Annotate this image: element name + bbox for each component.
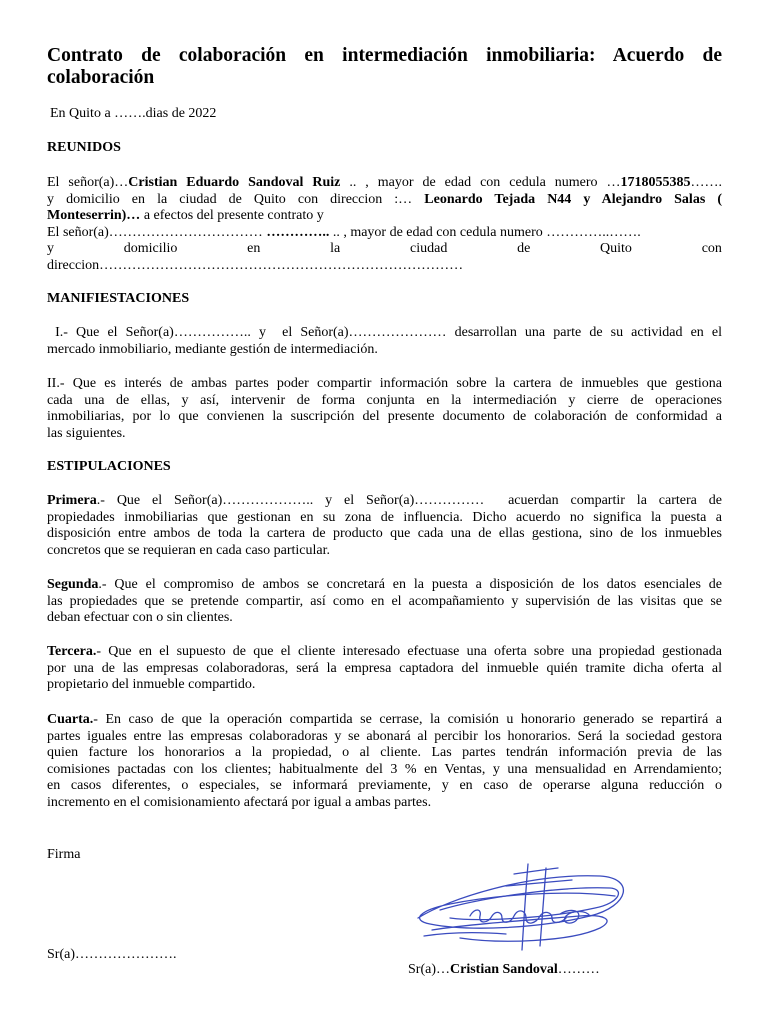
clause-line: en casos diferentes, o especiales, se informará previamente, y en caso de operarse alguna reducción o: [47, 778, 722, 793]
title-line-2: colaboración: [47, 67, 155, 88]
party-1-name: Cristian Eduardo Sandoval Ruiz: [128, 175, 341, 190]
word: de: [517, 241, 531, 256]
clause-line: comisiones pactadas con los clientes; habitualmente del 3 % en Ventas, y una mensualidad en Arrendamiento;: [47, 761, 722, 777]
party-1-address-cont: Monteserrin)…: [47, 208, 141, 223]
clause-line: concretos que se requieran en cada caso particular.: [47, 542, 330, 558]
text: …….: [690, 175, 722, 190]
text: Sr(a)…: [408, 962, 450, 977]
clause-primera: [47, 493, 722, 559]
date-line: En Quito a …….dias de 2022: [50, 106, 217, 121]
text: .. , mayor de edad con cedula numero …………..…….: [329, 224, 641, 240]
heading-manifestaciones: MANIFIESTACIONES: [47, 291, 190, 306]
reunidos-line-5: [47, 241, 722, 258]
clause-line: quien facture los honorarios a la propiedad, o al cliente. Las partes tendrán información previa de las: [47, 745, 722, 760]
clause-line: disposición entre ambos de toda la cartera de producto que cada una de ellas gestiona, sino de los inmuebles: [47, 526, 722, 541]
firma-label: Firma: [47, 847, 81, 862]
clause-line: las propiedades que se pretende compartir, así como en el acompañamiento y supervisión de las visitas que se: [47, 593, 722, 609]
word: y: [47, 241, 54, 256]
clause-label: Cuarta.: [47, 712, 94, 727]
clause-primera-line-1: [47, 493, 722, 510]
clause-tercera: [47, 644, 722, 694]
reunidos-line-4: [47, 225, 722, 242]
clause-line: partes iguales entre las empresas colaboradoras y se abonará al percibir los honorarios. Será la sociedad gestora: [47, 728, 722, 744]
signer-name: Cristian Sandoval: [450, 962, 558, 977]
word: Quito: [600, 241, 632, 256]
reunidos-paragraph: [47, 175, 722, 274]
text: - En caso de que la operación compartida se cerrase, la comisión u honorario generado se repartirá a: [93, 712, 722, 727]
text: - Que en el supuesto de que el cliente interesado efectuase una oferta sobre una propiedad gestionada: [96, 644, 722, 659]
text: .- Que el Señor(a)……………….. y el Señor(a)…………… acuerdan compartir la cartera de: [96, 493, 722, 508]
reunidos-line-1: [47, 175, 722, 192]
text: a efectos del presente contrato y: [140, 208, 324, 223]
party-1-address: Leonardo Tejada N44 y Alejandro Salas (: [424, 191, 722, 207]
word: con: [701, 241, 722, 256]
word: en: [247, 241, 261, 256]
manifestacion-ii-line: inmobiliarias, por lo que convienen la suscripción del presente documento de colaboración de conformidad a: [47, 409, 722, 424]
text: El señor(a)……………………………: [47, 224, 267, 240]
clause-label: Segunda: [47, 577, 99, 592]
manifestacion-i: [47, 325, 722, 358]
signature-line-left: Sr(a)………………….: [47, 947, 177, 962]
text: ………: [557, 962, 600, 977]
clause-segunda-line-1: [47, 577, 722, 594]
reunidos-line-3: [47, 208, 722, 225]
text: .. , mayor de edad con cedula numero …: [340, 175, 621, 190]
party-2-name-blank: …………..: [266, 224, 330, 240]
text: El señor(a)…: [47, 175, 129, 190]
clause-tercera-line-1: [47, 644, 722, 661]
party-1-id: 1718055385: [620, 175, 691, 190]
clause-cuarta-line-1: [47, 712, 722, 729]
title-line-1: Contrato de colaboración en intermediación inmobiliaria: Acuerdo de: [47, 45, 722, 66]
word: domicilio: [123, 241, 178, 256]
clause-line: por una de las empresas colaboradoras, será la empresa captadora del inmueble quién tramite dicha oferta al: [47, 660, 722, 676]
clause-label: Primera: [47, 493, 97, 508]
clause-segunda: [47, 577, 722, 627]
clause-line: incremento en el comisionamiento afectará por igual a ambas partes.: [47, 794, 432, 810]
manifestacion-i-line-1: I.- Que el Señor(a)…………….. y el Señor(a)………………… desarrollan una parte de su actividad en el: [47, 325, 722, 340]
manifestacion-ii-line: las siguientes.: [47, 425, 126, 441]
signature-line-right: [408, 962, 600, 979]
heading-estipulaciones: ESTIPULACIONES: [47, 459, 171, 474]
manifestacion-ii-line: cada una de ellas, y así, intervenir de forma conjunta en la intermediación y cierre de operaciones: [47, 392, 722, 408]
manifestacion-ii-line: II.- Que es interés de ambas partes poder compartir información sobre la cartera de inmuebles que gestiona: [47, 376, 722, 391]
document-title: [47, 45, 722, 89]
manifestacion-ii: [47, 376, 722, 442]
clause-label: Tercera.: [47, 644, 97, 659]
clause-line: propietario del inmueble compartido.: [47, 677, 256, 692]
word: la: [330, 241, 341, 256]
text: y domicilio en la ciudad de Quito con direccion :…: [47, 191, 425, 207]
word: ciudad: [410, 241, 448, 256]
text: .- Que el compromiso de ambos se concretará en la puesta a disposición de los datos esenciales de: [98, 577, 722, 592]
clause-line: propiedades inmobiliarias que gestionan en su zona de influencia. Dicho acuerdo no significa la puesta a: [47, 509, 722, 525]
clause-cuarta: [47, 712, 722, 811]
manifestacion-i-line-2: mercado inmobiliario, mediante gestión de intermediación.: [47, 341, 378, 357]
handwritten-signature: [410, 858, 632, 954]
reunidos-line-6: direccion……………………………………………………………………: [47, 257, 464, 273]
reunidos-line-2: [47, 192, 722, 209]
heading-reunidos: REUNIDOS: [47, 140, 121, 155]
clause-line: deban efectuar con o sin clientes.: [47, 610, 233, 625]
